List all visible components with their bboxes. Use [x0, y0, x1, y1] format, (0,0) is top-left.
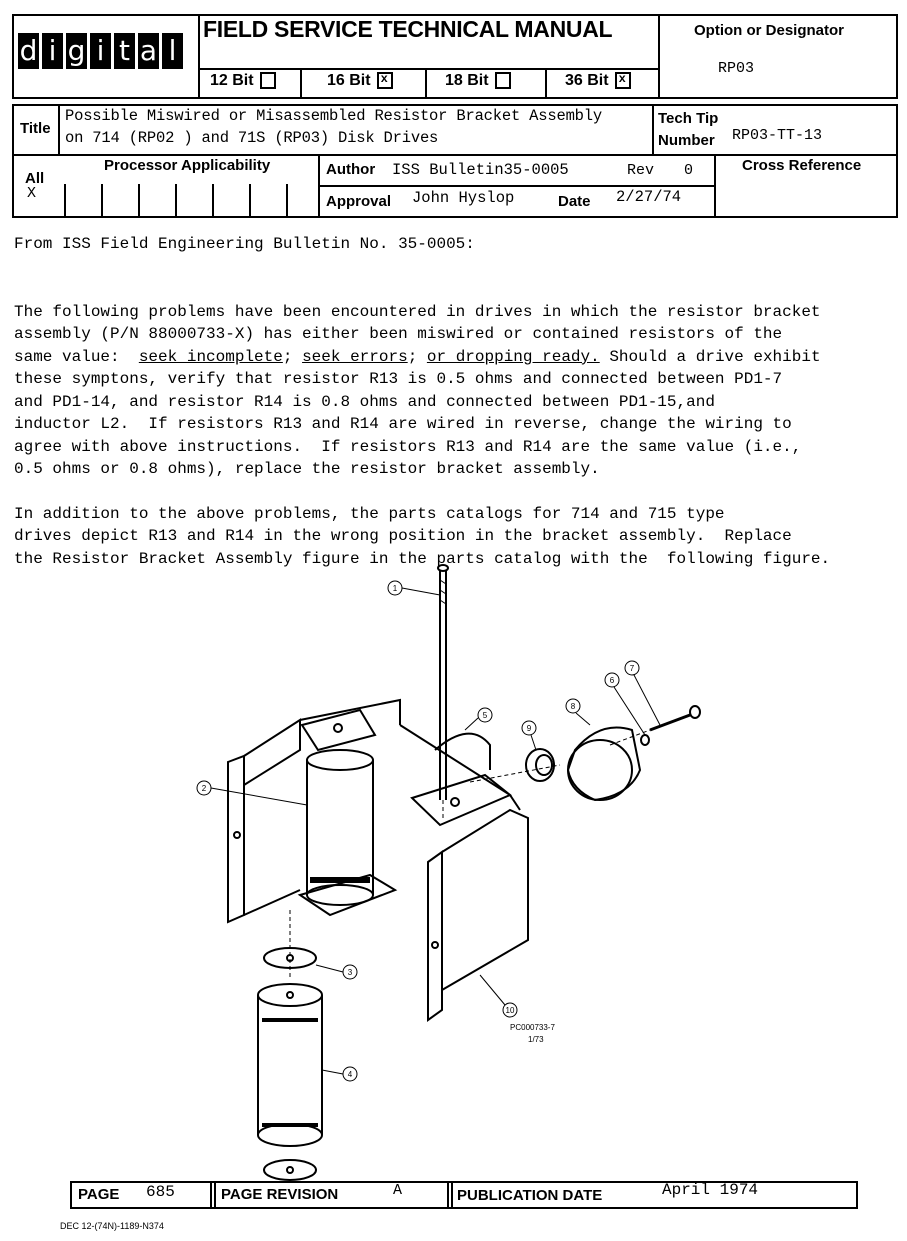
page-label: PAGE [78, 1186, 120, 1203]
footer-divider [451, 1181, 453, 1209]
processor-column-divider [175, 184, 177, 218]
symptom-seek-errors: seek errors [302, 347, 408, 366]
logo-letter: t [114, 33, 135, 69]
processor-column-divider [286, 184, 288, 218]
p1-line: agree with above instructions. If resistors R13 and R14 are the same value (i.e., [14, 437, 802, 456]
processor-column-divider [249, 184, 251, 218]
processor-label: Processor Applicability [104, 157, 271, 174]
all-label: All [25, 170, 45, 187]
text-span: ; [282, 347, 303, 366]
top-plate-part [302, 710, 375, 750]
p1-line: assembly (P/N 88000733-X) has either been miswired or contained resistors of the [14, 325, 783, 343]
callout-7: 7 [629, 664, 635, 673]
callout-labels [202, 584, 635, 1079]
bottom-washer-part [264, 1160, 316, 1180]
p2-line: In addition to the above problems, the parts catalogs for 714 and 715 type [14, 504, 725, 523]
checkbox-18-bit[interactable] [495, 72, 511, 89]
p1-line: these symptons, verify that resistor R13 is 0.5 ohms and connected between PD1-7 [14, 370, 783, 388]
text-span: Should a drive exhibit [599, 347, 821, 366]
author-label: Author [326, 161, 376, 178]
page-revision-label: PAGE REVISION [221, 1186, 339, 1203]
callout-9: 9 [526, 724, 532, 733]
tech-tip-divider [652, 104, 654, 156]
title-line-2: on 714 (RP02 ) and 71S (RP03) Disk Drives [65, 129, 439, 147]
resistor-r13-part [307, 750, 373, 905]
washer-part [264, 948, 316, 968]
bit-option-36[interactable] [565, 72, 631, 90]
date-value: 2/27/74 [616, 188, 682, 206]
callout-3: 3 [347, 968, 353, 977]
p1-line: and PD1-14, and resistor R14 is 0.8 ohms and connected between PD1-15,and [14, 392, 715, 411]
tech-tip-number: RP03-TT-13 [732, 127, 823, 144]
symptom-seek-incomplete: seek incomplete [138, 347, 283, 366]
footer-divider [447, 1181, 449, 1209]
bit-option-18[interactable] [445, 72, 511, 90]
p1-line: inductor L2. If resistors R13 and R14 are wired in reverse, change the wiring to [14, 415, 792, 433]
footer-divider [214, 1181, 216, 1209]
intro-line: From ISS Field Engineering Bulletin No. 35-0005: [14, 235, 475, 253]
resistor-r14-part [258, 984, 322, 1146]
callout-6: 6 [609, 676, 615, 685]
manual-title: FIELD SERVICE TECHNICAL MANUAL [203, 16, 613, 42]
tech-tip-label: Tech Tip [658, 110, 719, 127]
publication-date-label: PUBLICATION DATE [457, 1187, 603, 1204]
form-number: DEC 12-(74N)-1189-N374 [60, 1221, 164, 1231]
long-screw-part [438, 565, 448, 800]
processor-column-divider [138, 184, 140, 218]
callout-1: 1 [392, 584, 398, 593]
symptom-dropping-ready: or dropping ready. [426, 347, 600, 366]
large-cap-part [568, 728, 640, 801]
rev-value: 0 [684, 162, 694, 179]
assembly-line [443, 715, 690, 820]
title-label: Title [20, 120, 51, 137]
check-mark: x [618, 72, 626, 87]
digital-logo [18, 33, 186, 69]
top-plate-hole [334, 724, 342, 732]
callout-5: 5 [482, 711, 488, 720]
callout-2: 2 [201, 784, 207, 793]
processor-column-divider [212, 184, 214, 218]
bit-label: 12 Bit [210, 72, 254, 89]
text-span: ; [407, 347, 427, 366]
bit-divider [300, 68, 302, 99]
processor-column-divider [101, 184, 103, 218]
p1-line: The following problems have been encountered in drives in which the resistor bracket [14, 302, 821, 321]
right-top-plate-part [412, 775, 510, 825]
bit-label: 36 Bit [565, 72, 609, 89]
logo-letter: d [19, 34, 38, 67]
checkbox-16-bit[interactable] [377, 72, 393, 89]
author-value: ISS Bulletin35-0005 [392, 161, 569, 179]
bit-divider [425, 68, 427, 99]
drawing-number: PC000733-7 [510, 1023, 555, 1032]
title-line-1: Possible Miswired or Misassembled Resistor Bracket Assembly [65, 107, 602, 125]
small-screw-part [641, 706, 700, 745]
callout-10: 10 [505, 1006, 515, 1015]
bit-label: 18 Bit [445, 72, 489, 89]
publication-date-value: April 1974 [662, 1181, 759, 1199]
resistor-bracket-exploded-figure [0, 550, 907, 1190]
bit-row-divider [198, 68, 660, 70]
right-bracket-part [400, 725, 528, 1020]
date-label: Date [558, 193, 591, 210]
cross-reference-label: Cross Reference [742, 157, 862, 174]
approval-label: Approval [326, 193, 392, 210]
approval-value: John Hyslop [412, 189, 515, 207]
footer-divider [210, 1181, 212, 1209]
logo-letter: a [139, 34, 158, 67]
check-mark: x [380, 72, 388, 87]
text-span: same value: [14, 347, 139, 366]
p1-line-symptoms [14, 346, 821, 369]
processor-column-divider [64, 184, 66, 218]
nut-part [526, 749, 554, 781]
tech-tip-number-label: Number [658, 132, 715, 149]
callout-4: 4 [347, 1070, 353, 1079]
paragraph-1 [14, 278, 821, 503]
all-value: X [27, 185, 37, 202]
drawing-date: 1/73 [528, 1035, 544, 1044]
p2-line: drives depict R13 and R14 in the wrong position in the bracket assembly. Replace [14, 527, 792, 545]
option-label: Option or Designator [694, 22, 844, 39]
rev-label: Rev [627, 162, 655, 179]
logo-letter: g [67, 34, 86, 67]
right-plate-hole [451, 798, 459, 806]
bit-divider [545, 68, 547, 99]
bit-label: 16 Bit [327, 72, 371, 89]
option-value: RP03 [718, 60, 755, 77]
logo-letter: l [162, 33, 183, 69]
checkbox-12-bit[interactable] [260, 72, 276, 89]
p2-line: the Resistor Bracket Assembly figure in the parts catalog with the following figure. [14, 549, 831, 568]
logo-letter: i [90, 33, 111, 69]
checkbox-36-bit[interactable] [615, 72, 631, 89]
bit-option-16[interactable] [327, 72, 393, 90]
title-label-divider [58, 104, 60, 156]
info-divider [318, 185, 716, 187]
p1-line: 0.5 ohms or 0.8 ohms), replace the resistor bracket assembly. [14, 460, 600, 478]
logo-letter: i [42, 33, 63, 69]
page-number: 685 [146, 1183, 175, 1201]
page-revision-value: A [393, 1182, 403, 1199]
callout-8: 8 [570, 702, 576, 711]
bit-option-12[interactable] [210, 72, 276, 90]
